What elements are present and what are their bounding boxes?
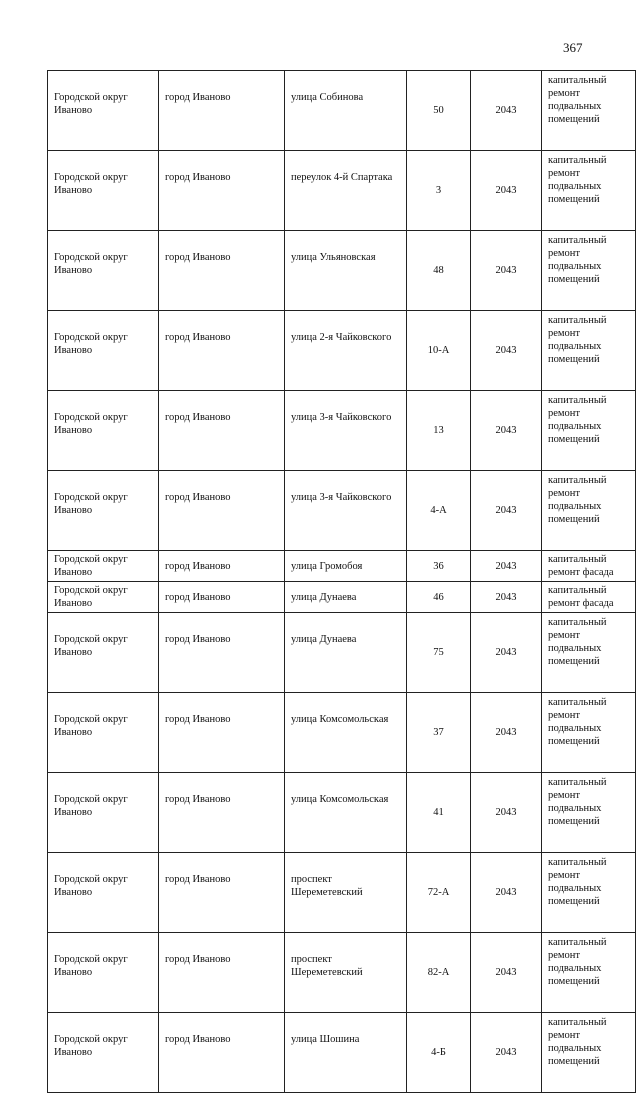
house-number-cell: [407, 1013, 471, 1093]
table-row: [48, 693, 636, 773]
house-number-cell: [407, 231, 471, 311]
work-type-cell-text: капитальный ремонт фасада: [548, 554, 614, 578]
house-number-cell: [407, 471, 471, 551]
street-cell: [285, 311, 407, 391]
settlement-cell-text: город Иваново: [165, 92, 231, 103]
street-cell-text: улица Громобоя: [291, 560, 363, 572]
work-type-cell-text: капитальный ремонт подвальных помещений: [548, 155, 607, 205]
work-type-cell: [542, 391, 636, 471]
municipality-cell-text: Городской округ Иваново: [54, 412, 128, 436]
house-number-cell-text: 37: [433, 727, 444, 738]
table-row: [48, 151, 636, 231]
planned-year-cell: [471, 311, 542, 391]
settlement-cell-text: город Иваново: [165, 1034, 231, 1045]
settlement-cell-text: город Иваново: [165, 332, 231, 343]
settlement-cell-text: город Иваново: [165, 874, 231, 885]
settlement-cell: [159, 933, 285, 1013]
house-number-cell: [407, 151, 471, 231]
planned-year-cell: [471, 151, 542, 231]
table-row: [48, 933, 636, 1013]
settlement-cell-text: город Иваново: [165, 591, 231, 603]
planned-year-cell-text: 2043: [495, 591, 517, 603]
municipality-cell: [48, 551, 159, 582]
planned-year-cell-text: 2043: [495, 265, 517, 276]
municipality-cell: [48, 853, 159, 933]
settlement-cell: [159, 151, 285, 231]
house-number-cell: [407, 693, 471, 773]
street-cell-text: улица Ульяновская: [291, 252, 376, 263]
municipality-cell-text: Городской округ Иваново: [54, 172, 128, 196]
table-row: [48, 471, 636, 551]
work-type-cell-text: капитальный ремонт подвальных помещений: [548, 475, 607, 525]
planned-year-cell: [471, 1013, 542, 1093]
house-number-cell: [407, 71, 471, 151]
settlement-cell: [159, 71, 285, 151]
table-row: [48, 1013, 636, 1093]
house-number-cell-text: 4-А: [430, 505, 447, 516]
house-number-cell: [407, 933, 471, 1013]
house-number-cell-text: 13: [433, 425, 444, 436]
municipality-cell: [48, 1013, 159, 1093]
municipality-cell-text: Городской округ Иваново: [54, 332, 128, 356]
repair-schedule-table: [47, 70, 636, 1093]
table-row: [48, 551, 636, 582]
table-row: [48, 71, 636, 151]
work-type-cell: [542, 231, 636, 311]
work-type-cell-text: капитальный ремонт подвальных помещений: [548, 857, 607, 907]
municipality-cell-text: Городской округ Иваново: [54, 92, 128, 116]
street-cell-text: улица Дунаева: [291, 591, 357, 603]
planned-year-cell: [471, 582, 542, 613]
settlement-cell: [159, 582, 285, 613]
municipality-cell-text: Городской округ Иваново: [54, 954, 128, 978]
planned-year-cell-text: 2043: [495, 967, 517, 978]
house-number-cell: [407, 311, 471, 391]
planned-year-cell: [471, 933, 542, 1013]
municipality-cell-text: Городской округ Иваново: [54, 714, 128, 738]
municipality-cell: [48, 391, 159, 471]
municipality-cell-text: Городской округ Иваново: [54, 634, 128, 658]
work-type-cell-text: капитальный ремонт подвальных помещений: [548, 937, 607, 987]
settlement-cell-text: город Иваново: [165, 172, 231, 183]
house-number-cell-text: 82-А: [427, 967, 450, 978]
street-cell-text: улица 3-я Чайковского: [291, 412, 392, 423]
work-type-cell: [542, 773, 636, 853]
table-row: [48, 853, 636, 933]
work-type-cell-text: капитальный ремонт подвальных помещений: [548, 75, 607, 125]
planned-year-cell: [471, 551, 542, 582]
house-number-cell-text: 3: [435, 185, 442, 196]
settlement-cell: [159, 311, 285, 391]
street-cell: [285, 391, 407, 471]
street-cell-text: улица Дунаева: [291, 634, 357, 645]
municipality-cell-text: Городской округ Иваново: [54, 554, 128, 578]
street-cell: [285, 582, 407, 613]
work-type-cell-text: капитальный ремонт подвальных помещений: [548, 697, 607, 747]
house-number-cell-text: 75: [433, 647, 444, 658]
municipality-cell-text: Городской округ Иваново: [54, 874, 128, 898]
work-type-cell: [542, 1013, 636, 1093]
work-type-cell: [542, 613, 636, 693]
table-row: [48, 311, 636, 391]
house-number-cell-text: 4-Б: [431, 1047, 446, 1058]
table-row: [48, 582, 636, 613]
planned-year-cell: [471, 231, 542, 311]
house-number-cell: [407, 391, 471, 471]
street-cell: [285, 693, 407, 773]
house-number-cell-text: 41: [433, 807, 444, 818]
house-number-cell-text: 10-А: [427, 345, 450, 356]
work-type-cell: [542, 311, 636, 391]
settlement-cell: [159, 391, 285, 471]
street-cell: [285, 933, 407, 1013]
table-row: [48, 391, 636, 471]
street-cell-text: улица 2-я Чайковского: [291, 332, 392, 343]
work-type-cell-text: капитальный ремонт подвальных помещений: [548, 235, 607, 285]
house-number-cell: [407, 773, 471, 853]
municipality-cell-text: Городской округ Иваново: [54, 794, 128, 818]
table-row: [48, 773, 636, 853]
municipality-cell-text: Городской округ Иваново: [54, 1034, 128, 1058]
planned-year-cell-text: 2043: [495, 345, 517, 356]
street-cell: [285, 551, 407, 582]
work-type-cell-text: капитальный ремонт фасада: [548, 585, 614, 609]
municipality-cell-text: Городской округ Иваново: [54, 492, 128, 516]
street-cell: [285, 71, 407, 151]
planned-year-cell: [471, 853, 542, 933]
planned-year-cell: [471, 391, 542, 471]
municipality-cell: [48, 693, 159, 773]
municipality-cell-text: Городской округ Иваново: [54, 585, 128, 609]
page-number: 367: [563, 40, 583, 55]
planned-year-cell: [471, 471, 542, 551]
settlement-cell: [159, 853, 285, 933]
planned-year-cell: [471, 71, 542, 151]
settlement-cell: [159, 551, 285, 582]
street-cell-text: улица Шошина: [291, 1034, 360, 1045]
settlement-cell: [159, 471, 285, 551]
street-cell-text: улица Комсомольская: [291, 714, 389, 725]
settlement-cell-text: город Иваново: [165, 252, 231, 263]
street-cell: [285, 471, 407, 551]
planned-year-cell: [471, 613, 542, 693]
planned-year-cell-text: 2043: [495, 807, 517, 818]
house-number-cell-text: 50: [433, 105, 444, 116]
work-type-cell: [542, 582, 636, 613]
house-number-cell: [407, 853, 471, 933]
work-type-cell: [542, 933, 636, 1013]
street-cell-text: улица Собинова: [291, 92, 364, 103]
street-cell: [285, 613, 407, 693]
settlement-cell: [159, 613, 285, 693]
settlement-cell-text: город Иваново: [165, 492, 231, 503]
work-type-cell: [542, 853, 636, 933]
street-cell-text: проспект Шереметевский: [291, 954, 363, 978]
work-type-cell: [542, 71, 636, 151]
work-type-cell-text: капитальный ремонт подвальных помещений: [548, 777, 607, 827]
settlement-cell: [159, 693, 285, 773]
work-type-cell: [542, 693, 636, 773]
municipality-cell: [48, 71, 159, 151]
settlement-cell: [159, 773, 285, 853]
municipality-cell-text: Городской округ Иваново: [54, 252, 128, 276]
table-row: [48, 613, 636, 693]
planned-year-cell-text: 2043: [495, 887, 517, 898]
street-cell: [285, 1013, 407, 1093]
municipality-cell: [48, 311, 159, 391]
work-type-cell-text: капитальный ремонт подвальных помещений: [548, 315, 607, 365]
house-number-cell: [407, 551, 471, 582]
street-cell-text: улица Комсомольская: [291, 794, 389, 805]
street-cell: [285, 853, 407, 933]
municipality-cell: [48, 773, 159, 853]
table-row: [48, 231, 636, 311]
work-type-cell-text: капитальный ремонт подвальных помещений: [548, 617, 607, 667]
settlement-cell-text: город Иваново: [165, 560, 231, 572]
house-number-cell: [407, 582, 471, 613]
municipality-cell: [48, 471, 159, 551]
street-cell-text: улица 3-я Чайковского: [291, 492, 392, 503]
settlement-cell-text: город Иваново: [165, 412, 231, 423]
house-number-cell-text: 48: [433, 265, 444, 276]
settlement-cell: [159, 231, 285, 311]
house-number-cell-text: 46: [433, 591, 444, 603]
work-type-cell: [542, 471, 636, 551]
planned-year-cell-text: 2043: [495, 185, 517, 196]
work-type-cell: [542, 151, 636, 231]
planned-year-cell-text: 2043: [495, 727, 517, 738]
planned-year-cell-text: 2043: [495, 105, 517, 116]
work-type-cell: [542, 551, 636, 582]
planned-year-cell: [471, 693, 542, 773]
planned-year-cell: [471, 773, 542, 853]
street-cell-text: проспект Шереметевский: [291, 874, 363, 898]
street-cell: [285, 773, 407, 853]
planned-year-cell-text: 2043: [495, 505, 517, 516]
work-type-cell-text: капитальный ремонт подвальных помещений: [548, 395, 607, 445]
planned-year-cell-text: 2043: [495, 425, 517, 436]
planned-year-cell-text: 2043: [495, 560, 517, 572]
settlement-cell-text: город Иваново: [165, 714, 231, 725]
municipality-cell: [48, 582, 159, 613]
municipality-cell: [48, 933, 159, 1013]
settlement-cell: [159, 1013, 285, 1093]
municipality-cell: [48, 151, 159, 231]
street-cell: [285, 151, 407, 231]
work-type-cell-text: капитальный ремонт подвальных помещений: [548, 1017, 607, 1067]
planned-year-cell-text: 2043: [495, 647, 517, 658]
street-cell-text: переулок 4-й Спартака: [291, 172, 393, 183]
municipality-cell: [48, 613, 159, 693]
settlement-cell-text: город Иваново: [165, 954, 231, 965]
house-number-cell-text: 36: [433, 560, 444, 572]
settlement-cell-text: город Иваново: [165, 634, 231, 645]
municipality-cell: [48, 231, 159, 311]
house-number-cell: [407, 613, 471, 693]
street-cell: [285, 231, 407, 311]
planned-year-cell-text: 2043: [495, 1047, 517, 1058]
house-number-cell-text: 72-А: [427, 887, 450, 898]
settlement-cell-text: город Иваново: [165, 794, 231, 805]
